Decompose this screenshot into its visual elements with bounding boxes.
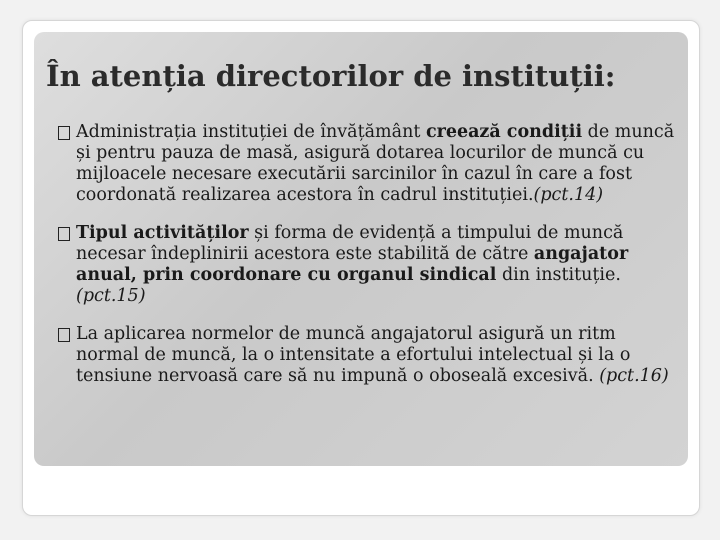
bold-text-run: Tipul activităților xyxy=(76,223,249,243)
bullet-box-icon xyxy=(58,126,70,140)
bullet-box-icon xyxy=(58,328,70,342)
bullet-item xyxy=(58,223,678,307)
bold-text-run: angajator anual, prin coordonare cu organul sindical xyxy=(76,244,629,285)
bullet-text xyxy=(76,324,678,387)
bold-text-run: creează condiții xyxy=(425,122,583,142)
bullet-item xyxy=(58,324,678,387)
bullet-text xyxy=(76,122,678,206)
reference-label: (pct.15) xyxy=(76,286,146,306)
text-run: de muncă și pentru pauza de masă, asigură dotarea locurilor de muncă cu mijloacele necesare executării sarcinilor în cazul în care a fost coordonată realizarea acestora în cadrul instituției. xyxy=(76,122,675,205)
bullet-list xyxy=(58,122,678,404)
text-run: din instituție. xyxy=(496,265,621,285)
bullet-text xyxy=(76,223,678,307)
slide-title: În atenția directorilor de instituții: xyxy=(46,59,616,93)
text-run: și forma de evidență a timpului de muncă necesar îndeplinirii acestora este stabilită de către xyxy=(76,223,624,264)
bullet-box-icon xyxy=(58,227,70,241)
reference-label: (pct.14) xyxy=(533,185,604,205)
text-run: Administrația instituției de învățământ xyxy=(76,122,426,142)
bullet-item xyxy=(58,122,678,206)
text-run: La aplicarea normelor de muncă angajatorul asigură un ritm normal de muncă, la o intensitate a efortului intelectual și la o tensiune nervoasă care să nu impună o oboseală excesivă. xyxy=(76,324,631,386)
reference-label: (pct.16) xyxy=(599,366,669,386)
